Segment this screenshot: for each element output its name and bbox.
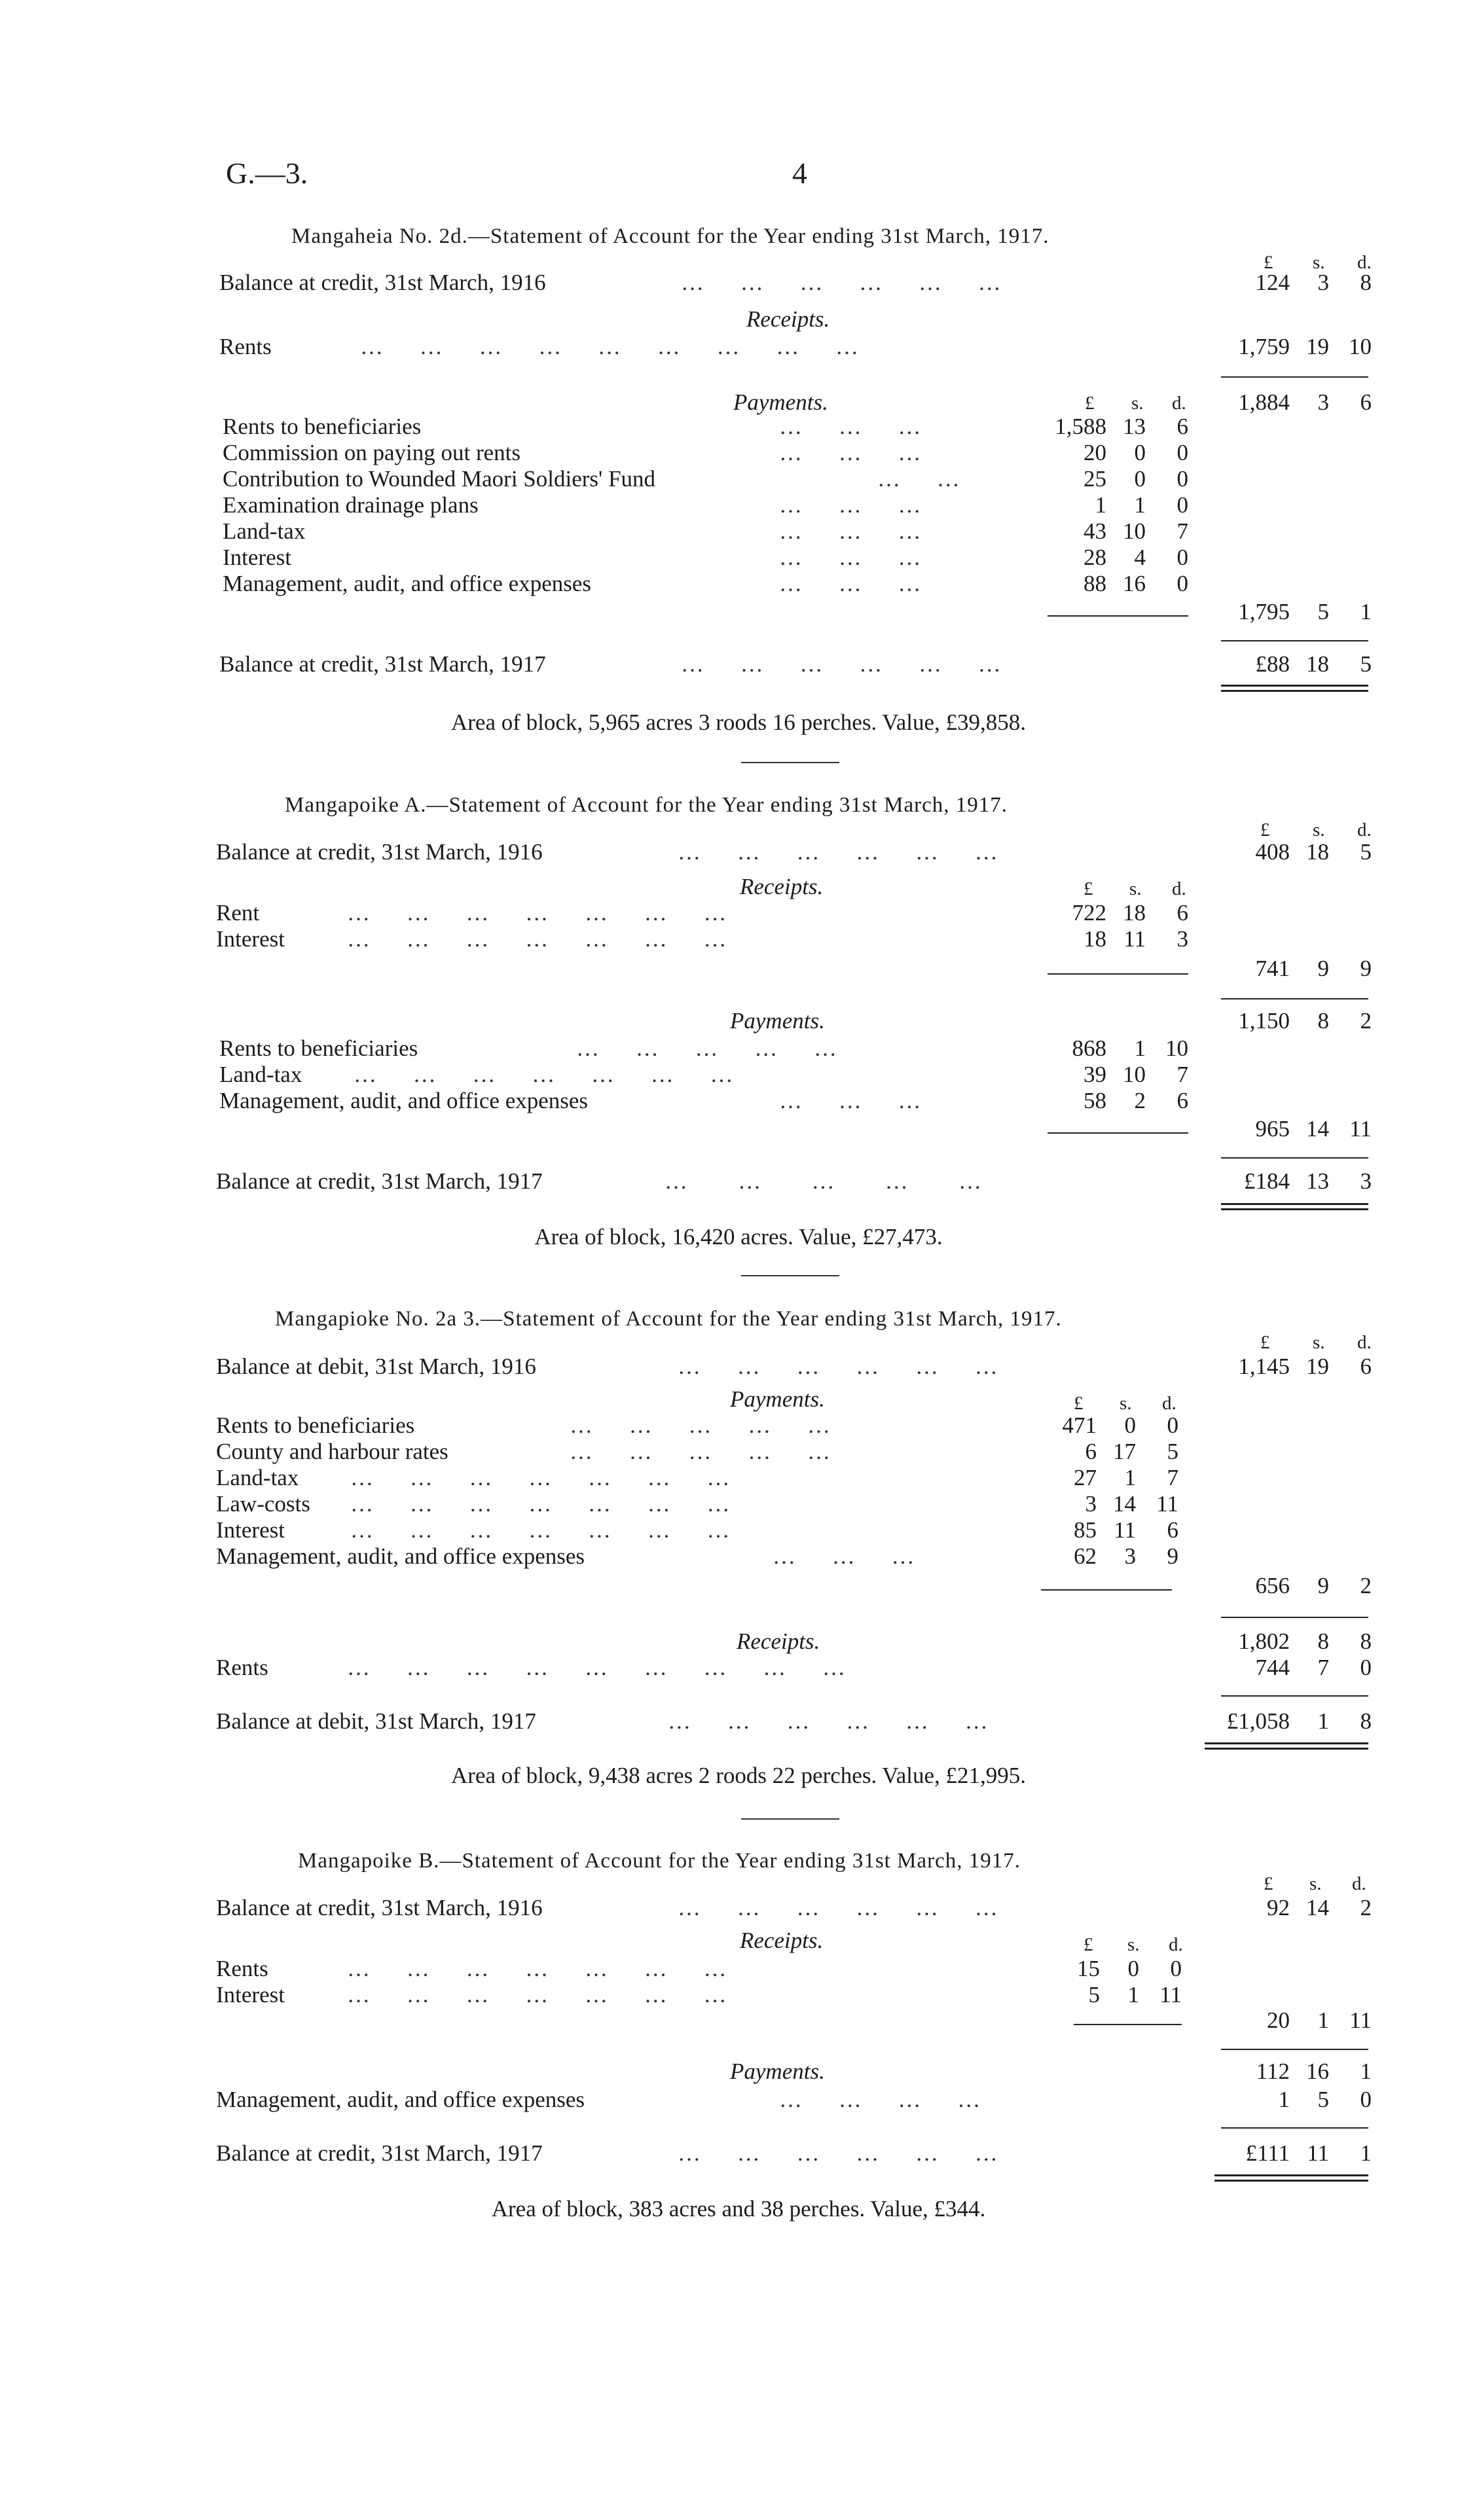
currency-pence-head: d. — [1357, 1332, 1372, 1353]
rule — [1221, 2049, 1368, 2050]
currency-shilling-head: s. — [1120, 1393, 1132, 1414]
amount-pence: 0 — [1176, 492, 1188, 518]
double-rule — [1221, 685, 1368, 692]
balance-start-label: Balance at credit, 31st March, 1916 — [219, 270, 546, 295]
subtotal-pence: 11 — [1349, 1116, 1372, 1142]
subtotal-pence: 11 — [1349, 2007, 1372, 2033]
balance-end-label: Balance at credit, 31st March, 1917 — [216, 2140, 543, 2166]
subtotal-shillings: 3 — [1317, 389, 1329, 415]
area-note: Area of block, 9,438 acres 2 roods 22 perches. Value, £21,995. — [450, 1763, 1026, 1788]
ledger-label: Management, audit, and office expenses — [216, 2087, 585, 2112]
area-note: Area of block, 5,965 acres 3 roods 16 perches. Value, £39,858. — [450, 710, 1026, 735]
amount-shillings: 18 — [1123, 900, 1146, 926]
group-heading: Payments. — [733, 389, 828, 415]
amount-pounds: 1,759 — [1238, 334, 1290, 359]
currency-pence-head: d. — [1357, 252, 1372, 273]
amount-shillings: 19 — [1306, 334, 1329, 359]
subtotal-pounds: 1,795 — [1238, 599, 1290, 624]
rule — [1048, 1132, 1188, 1134]
amount-shillings: 0 — [1124, 1413, 1136, 1438]
currency-pound-head: £ — [1264, 252, 1273, 273]
subtotal-shillings: 5 — [1317, 599, 1329, 624]
amount-pounds: 1,145 — [1238, 1354, 1290, 1379]
amount-pence: 0 — [1176, 440, 1188, 465]
page-number: 4 — [792, 156, 807, 190]
amount-pence: 9 — [1167, 1543, 1178, 1569]
subtotal-pence: 1 — [1360, 599, 1372, 624]
leader-dots: … … … … … — [570, 1439, 831, 1464]
leader-dots: … … … — [779, 571, 922, 596]
balance-start-label: Balance at credit, 31st March, 1916 — [216, 839, 543, 865]
ledger-label: Land-tax — [216, 1465, 299, 1490]
rule — [1048, 973, 1188, 975]
balance-pounds: £1,058 — [1226, 1708, 1290, 1734]
amount-pence: 11 — [1156, 1491, 1178, 1517]
amount-pounds: 25 — [1084, 466, 1106, 492]
amount-pence: 5 — [1167, 1439, 1178, 1464]
amount-pounds: 85 — [1074, 1517, 1097, 1543]
ledger-label: Rents to beneficiaries — [219, 1035, 418, 1061]
total-shillings: 8 — [1317, 1629, 1329, 1654]
leader-dots: … … … — [779, 492, 922, 518]
total-pence: 2 — [1360, 1008, 1372, 1034]
currency-pound-head: £ — [1260, 819, 1270, 840]
amount-shillings: 7 — [1317, 1655, 1329, 1680]
ledger-label: Management, audit, and office expenses — [223, 571, 592, 596]
subtotal-pence: 6 — [1360, 389, 1372, 415]
leader-dots: … … … … … … … — [347, 1956, 728, 1981]
amount-pounds: 62 — [1074, 1543, 1097, 1569]
leader-dots: … … … … … … — [681, 270, 1002, 295]
amount-pounds: 1 — [1095, 492, 1106, 518]
rule — [1041, 1589, 1172, 1591]
leader-dots: … … … … … — [576, 1035, 838, 1061]
amount-pence: 0 — [1360, 1655, 1372, 1680]
amount-shillings: 3 — [1317, 270, 1329, 295]
amount-pence: 8 — [1360, 270, 1372, 295]
rule — [1221, 1157, 1368, 1159]
amount-pounds: 408 — [1255, 839, 1290, 865]
ledger-label: Interest — [216, 926, 285, 952]
amount-pounds: 1,588 — [1055, 414, 1106, 439]
amount-shillings: 19 — [1306, 1354, 1329, 1379]
amount-pence: 6 — [1360, 1354, 1372, 1379]
subtotal-pounds: 20 — [1267, 2007, 1290, 2033]
area-note: Area of block, 383 acres and 38 perches. Value, £344. — [491, 2196, 986, 2222]
leader-dots: … … … … … … — [678, 1354, 999, 1379]
amount-pence: 0 — [1176, 571, 1188, 596]
amount-shillings: 0 — [1134, 466, 1146, 492]
currency-pence-head: d. — [1162, 1393, 1176, 1414]
amount-shillings: 18 — [1306, 839, 1329, 865]
currency-pound-head: £ — [1260, 1332, 1270, 1353]
currency-shilling-head: s. — [1129, 878, 1142, 899]
rule — [1221, 376, 1368, 378]
subtotal-pounds: 656 — [1255, 1573, 1290, 1598]
subtotal-shillings: 1 — [1317, 2007, 1329, 2033]
currency-shilling-head: s. — [1127, 1934, 1140, 1955]
section-separator — [741, 1818, 839, 1820]
amount-shillings: 11 — [1114, 1517, 1136, 1543]
currency-pence-head: d. — [1357, 819, 1372, 840]
amount-pence: 0 — [1167, 1413, 1178, 1438]
amount-pence: 0 — [1170, 1956, 1182, 1981]
balance-pounds: £88 — [1255, 651, 1290, 677]
amount-pence: 10 — [1165, 1035, 1188, 1061]
amount-pounds: 744 — [1255, 1655, 1290, 1680]
leader-dots: … … … — [779, 545, 922, 570]
currency-shilling-head: s. — [1313, 252, 1325, 273]
ledger-label: Commission on paying out rents — [223, 440, 520, 465]
subtotal-pence: 2 — [1360, 1573, 1372, 1598]
total-shillings: 16 — [1306, 2059, 1329, 2084]
section-separator — [741, 1275, 839, 1276]
amount-shillings: 1 — [1134, 1035, 1146, 1061]
amount-pence: 6 — [1176, 900, 1188, 926]
currency-shilling-head: s. — [1313, 1332, 1325, 1353]
leader-dots: … … … … … — [665, 1168, 983, 1194]
amount-shillings: 4 — [1134, 545, 1146, 570]
group-heading: Receipts. — [737, 1629, 820, 1654]
leader-dots: … … … … … … — [668, 1708, 989, 1734]
currency-pound-head: £ — [1084, 1934, 1093, 1955]
amount-pence: 7 — [1167, 1465, 1178, 1490]
subtotal-shillings: 9 — [1317, 1573, 1329, 1598]
rule — [1221, 1695, 1368, 1697]
double-rule — [1214, 2174, 1368, 2182]
subtotal-shillings: 14 — [1306, 1116, 1329, 1142]
amount-shillings: 11 — [1123, 926, 1146, 952]
leader-dots: … … … … … … … — [347, 900, 728, 926]
amount-pounds: 18 — [1084, 926, 1106, 952]
amount-shillings: 14 — [1306, 1895, 1329, 1920]
leader-dots: … … … … … — [570, 1413, 831, 1438]
amount-pounds: 6 — [1085, 1439, 1097, 1464]
amount-shillings: 5 — [1317, 2087, 1329, 2112]
leader-dots: … … … … … … … — [347, 926, 728, 952]
amount-shillings: 2 — [1134, 1088, 1146, 1113]
balance-end-label: Balance at credit, 31st March, 1917 — [216, 1168, 543, 1194]
rule — [1048, 615, 1188, 617]
subtotal-pence: 9 — [1360, 956, 1372, 981]
section-title: Mangapioke No. 2a 3.—Statement of Account for the Year ending 31st March, 1917. — [275, 1307, 1062, 1331]
balance-pence: 8 — [1360, 1708, 1372, 1734]
amount-pounds: 92 — [1267, 1895, 1290, 1920]
group-heading: Receipts. — [746, 306, 830, 332]
leader-dots: … … … … … … — [678, 839, 999, 865]
amount-pounds: 5 — [1088, 1982, 1100, 2007]
group-heading: Receipts. — [740, 1928, 824, 1953]
amount-shillings: 17 — [1113, 1439, 1136, 1464]
balance-shillings: 11 — [1307, 2140, 1329, 2166]
total-pounds: 1,802 — [1238, 1629, 1290, 1654]
ledger-label: Rents to beneficiaries — [223, 414, 422, 439]
currency-pound-head: £ — [1085, 393, 1095, 414]
leader-dots: … … … — [779, 440, 922, 465]
double-rule — [1205, 1742, 1368, 1750]
group-heading: Payments. — [730, 1386, 825, 1412]
amount-pence: 5 — [1360, 839, 1372, 865]
total-pounds: 112 — [1256, 2059, 1290, 2084]
ledger-label: Rent — [216, 900, 260, 926]
amount-shillings: 3 — [1124, 1543, 1136, 1569]
total-pounds: 1,150 — [1238, 1008, 1290, 1034]
amount-pence: 7 — [1176, 518, 1188, 544]
ledger-label: Rents — [219, 334, 272, 359]
leader-dots: … … … — [779, 414, 922, 439]
leader-dots: … … … … … … … — [350, 1465, 731, 1490]
amount-pence: 6 — [1176, 1088, 1188, 1113]
balance-start-label: Balance at debit, 31st March, 1916 — [216, 1354, 536, 1379]
leader-dots: … … … … … … — [681, 651, 1002, 677]
balance-pounds: £111 — [1245, 2140, 1290, 2166]
rule — [1074, 2024, 1182, 2025]
rule — [1221, 2127, 1368, 2129]
leader-dots: … … … … … … … — [350, 1491, 731, 1517]
leader-dots: … … — [877, 466, 961, 492]
ledger-label: Rents — [216, 1655, 268, 1680]
currency-pence-head: d. — [1169, 1934, 1183, 1955]
amount-shillings: 10 — [1123, 518, 1146, 544]
report-reference: G.—3. — [226, 156, 308, 190]
amount-pounds: 58 — [1084, 1088, 1106, 1113]
section-title: Mangapoike A.—Statement of Account for the Year ending 31st March, 1917. — [285, 793, 1008, 817]
ledger-label: Rents — [216, 1956, 268, 1981]
ledger-label: Management, audit, and office expenses — [219, 1088, 589, 1113]
section-separator — [741, 762, 839, 763]
balance-end-label: Balance at debit, 31st March, 1917 — [216, 1708, 536, 1734]
balance-pounds: £184 — [1244, 1168, 1290, 1194]
currency-pence-head: d. — [1352, 1873, 1366, 1894]
subtotal-pounds: 1,884 — [1238, 389, 1290, 415]
total-pence: 1 — [1360, 2059, 1372, 2084]
currency-pence-head: d. — [1172, 878, 1186, 899]
currency-pound-head: £ — [1084, 878, 1093, 899]
amount-pence: 3 — [1176, 926, 1188, 952]
balance-pence: 5 — [1360, 651, 1372, 677]
subtotal-pounds: 741 — [1255, 956, 1290, 981]
amount-pounds: 3 — [1085, 1491, 1097, 1517]
amount-pounds: 20 — [1084, 440, 1106, 465]
rule — [1221, 1617, 1368, 1618]
total-shillings: 8 — [1317, 1008, 1329, 1034]
balance-end-label: Balance at credit, 31st March, 1917 — [219, 651, 546, 677]
amount-pence: 7 — [1176, 1062, 1188, 1087]
ledger-label: Management, audit, and office expenses — [216, 1543, 585, 1569]
amount-pounds: 39 — [1084, 1062, 1106, 1087]
group-heading: Payments. — [730, 2059, 825, 2084]
amount-shillings: 14 — [1113, 1491, 1136, 1517]
ledger-label: Interest — [223, 545, 291, 570]
ledger-label: Interest — [216, 1517, 285, 1543]
ledger-label: County and harbour rates — [216, 1439, 448, 1464]
amount-pounds: 471 — [1062, 1413, 1097, 1438]
amount-pounds: 722 — [1072, 900, 1106, 926]
rule — [1221, 998, 1368, 999]
amount-shillings: 13 — [1123, 414, 1146, 439]
amount-shillings: 16 — [1123, 571, 1146, 596]
amount-pence: 6 — [1176, 414, 1188, 439]
leader-dots: … … … … … … … — [350, 1517, 731, 1543]
amount-pence: 0 — [1360, 2087, 1372, 2112]
leader-dots: … … … … … … — [678, 1895, 999, 1920]
leader-dots: … … … — [779, 518, 922, 544]
amount-pounds: 868 — [1072, 1035, 1106, 1061]
subtotal-pounds: 965 — [1255, 1116, 1290, 1142]
rule — [1221, 640, 1368, 641]
amount-shillings: 1 — [1124, 1465, 1136, 1490]
amount-pence: 6 — [1167, 1517, 1178, 1543]
ledger-label: Contribution to Wounded Maori Soldiers' Fund — [223, 466, 656, 492]
amount-shillings: 0 — [1127, 1956, 1139, 1981]
section-title: Mangapoike B.—Statement of Account for the Year ending 31st March, 1917. — [298, 1849, 1021, 1873]
amount-pounds: 124 — [1255, 270, 1290, 295]
currency-pence-head: d. — [1172, 393, 1186, 414]
leader-dots: … … … — [773, 1543, 916, 1569]
ledger-label: Rents to beneficiaries — [216, 1413, 415, 1438]
balance-pence: 1 — [1360, 2140, 1372, 2166]
leader-dots: … … … … … … … — [347, 1982, 728, 2007]
group-heading: Payments. — [730, 1008, 825, 1034]
balance-pence: 3 — [1360, 1168, 1372, 1194]
currency-shilling-head: s. — [1309, 1873, 1322, 1894]
amount-pounds: 1 — [1278, 2087, 1290, 2112]
leader-dots: … … … … … … … … … — [360, 334, 860, 359]
double-rule — [1221, 1203, 1368, 1210]
amount-pence: 2 — [1360, 1895, 1372, 1920]
ledger-label: Land-tax — [219, 1062, 302, 1087]
subtotal-shillings: 9 — [1317, 956, 1329, 981]
amount-shillings: 10 — [1123, 1062, 1146, 1087]
amount-pounds: 43 — [1084, 518, 1106, 544]
leader-dots: … … … … … … … — [354, 1062, 735, 1087]
area-note: Area of block, 16,420 acres. Value, £27,473. — [534, 1224, 943, 1250]
amount-pounds: 27 — [1074, 1465, 1097, 1490]
currency-shilling-head: s. — [1131, 393, 1144, 414]
ledger-label: Law-costs — [216, 1491, 310, 1517]
total-pence: 8 — [1360, 1629, 1372, 1654]
ledger-label: Interest — [216, 1982, 285, 2007]
leader-dots: … … … … … … — [678, 2140, 999, 2166]
amount-pounds: 15 — [1077, 1956, 1100, 1981]
leader-dots: … … … — [779, 1088, 922, 1113]
balance-start-label: Balance at credit, 31st March, 1916 — [216, 1895, 543, 1920]
currency-shilling-head: s. — [1313, 819, 1325, 840]
ledger-label: Land-tax — [223, 518, 306, 544]
balance-shillings: 13 — [1306, 1168, 1329, 1194]
ledger-label: Examination drainage plans — [223, 492, 479, 518]
balance-shillings: 18 — [1306, 651, 1329, 677]
amount-shillings: 0 — [1134, 440, 1146, 465]
leader-dots: … … … … … … … … … — [347, 1655, 847, 1680]
amount-shillings: 1 — [1134, 492, 1146, 518]
amount-pence: 10 — [1349, 334, 1372, 359]
currency-pound-head: £ — [1074, 1393, 1084, 1414]
section-title: Mangaheia No. 2d.—Statement of Account for the Year ending 31st March, 1917. — [291, 225, 1049, 248]
amount-shillings: 1 — [1127, 1982, 1139, 2007]
group-heading: Receipts. — [740, 874, 824, 899]
amount-pence: 0 — [1176, 466, 1188, 492]
leader-dots: … … … … — [779, 2087, 982, 2112]
amount-pounds: 28 — [1084, 545, 1106, 570]
currency-pound-head: £ — [1264, 1873, 1273, 1894]
amount-pence: 0 — [1176, 545, 1188, 570]
amount-pounds: 88 — [1084, 571, 1106, 596]
balance-shillings: 1 — [1317, 1708, 1329, 1734]
amount-pence: 11 — [1159, 1982, 1182, 2007]
